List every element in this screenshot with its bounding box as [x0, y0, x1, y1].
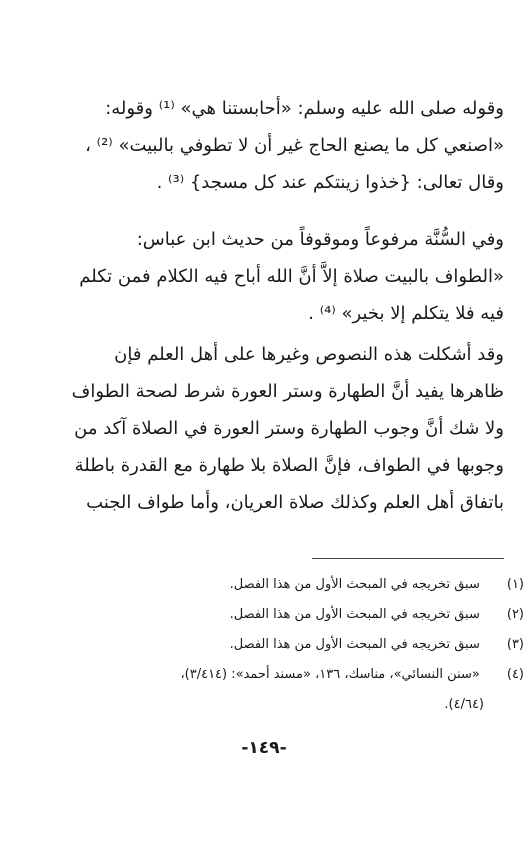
footnote-divider	[312, 558, 504, 559]
footnotes	[50, 570, 524, 720]
footnote-number: (٤)	[506, 667, 524, 682]
footnote-4-continuation: (٤/٦٤).	[444, 697, 484, 712]
text-line: فيه فلا يتكلم إلا بخير» ⁽⁴⁾ .	[308, 303, 504, 324]
page-number: -١٤٩-	[241, 738, 287, 758]
paragraph-3	[64, 336, 504, 521]
paragraph-2	[64, 221, 504, 332]
footnote-number: (١)	[506, 577, 524, 592]
text-line: وفي السُّنَّة مرفوعاً وموقوفاً من حديث ابن عباس:	[136, 229, 504, 250]
footnote-text: «سنن النسائي»، مناسك، ١٣٦، «مسند أحمد»: (٣/٤١٤)،	[180, 667, 480, 682]
footnote-text: سبق تخريجه في المبحث الأول من هذا الفصل.	[229, 577, 480, 592]
text-line: وقوله صلى الله عليه وسلم: «أحابستنا هي» ⁽¹⁾ وقوله:	[105, 98, 504, 119]
text-line: «الطواف بالبيت صلاة إلاَّ أنَّ الله أباح فيه الكلام فمن تكلم	[79, 266, 504, 287]
text-line: «اصنعي كل ما يصنع الحاج غير أن لا تطوفي بالبيت» ⁽²⁾ ،	[85, 135, 504, 156]
footnote-2	[50, 600, 524, 630]
text-line: وقال تعالى: {خذوا زينتكم عند كل مسجد} ⁽³⁾ .	[156, 172, 504, 193]
text-line: ظاهرها يفيد أنَّ الطهارة وستر العورة شرط لصحة الطواف	[71, 381, 504, 402]
footnote-text: سبق تخريجه في المبحث الأول من هذا الفصل.	[229, 637, 480, 652]
text-line: ولا شك أنَّ وجوب الطهارة وستر العورة في الصلاة آكد من	[74, 418, 504, 439]
text-line: وجوبها في الطواف، فإنَّ الصلاة بلا طهارة مع القدرة باطلة	[74, 455, 504, 476]
footnote-text: سبق تخريجه في المبحث الأول من هذا الفصل.	[229, 607, 480, 622]
footnote-4	[50, 660, 524, 690]
footnote-1	[50, 570, 524, 600]
text-line: باتفاق أهل العلم وكذلك صلاة العريان، وأما طواف الجنب	[86, 492, 504, 513]
paragraph-1	[64, 90, 504, 201]
footnote-number: (٢)	[506, 607, 524, 622]
footnote-3	[50, 630, 524, 660]
text-line: وقد أشكلت هذه النصوص وغيرها على أهل العلم فإن	[114, 344, 504, 365]
footnote-number: (٣)	[506, 637, 524, 652]
